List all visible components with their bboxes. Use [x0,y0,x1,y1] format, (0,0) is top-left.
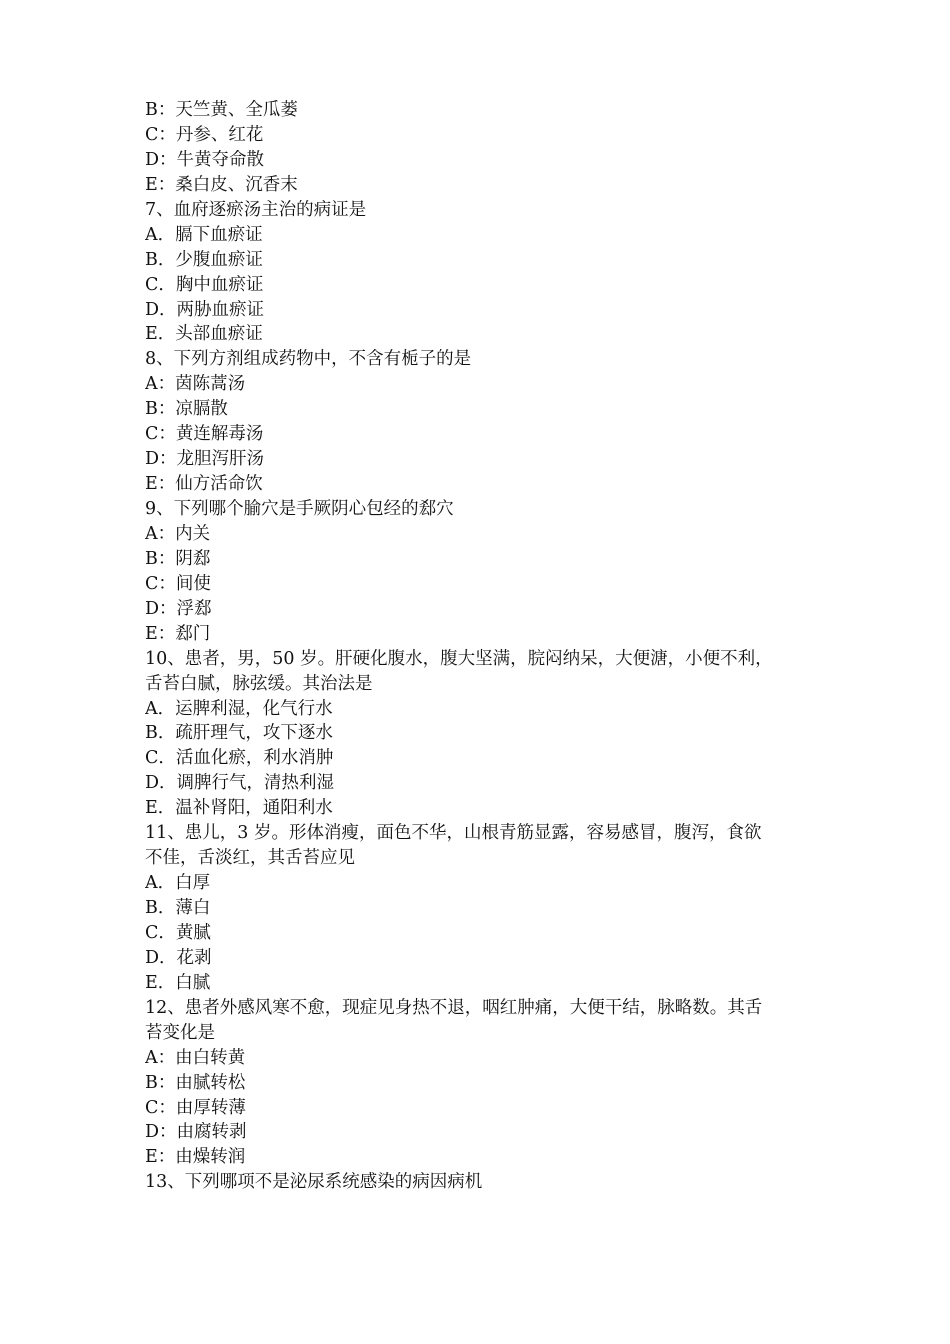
text-line: E：仙方活命饮 [145,474,263,495]
text-line: B．疏肝理气，攻下逐水 [145,723,333,744]
text-line: C．活血化瘀，利水消肿 [145,748,334,769]
text-line: D：龙胆泻肝汤 [145,449,265,470]
text-line: B：阴郄 [145,548,211,569]
question-line: 不佳，舌淡红，其舌苔应见 [145,848,355,869]
text-line: B：天竺黄、全瓜蒌 [145,100,298,120]
question-line: 9、下列哪个腧穴是手厥阴心包经的郄穴 [145,499,454,519]
text-line: B．少腹血瘀证 [145,249,263,270]
text-line: E．温补肾阳，通阳利水 [145,798,333,819]
text-line: A：由白转黄 [145,1047,246,1068]
text-line: A．白厚 [145,873,211,894]
question-line: 7、血府逐瘀汤主治的病证是 [145,199,367,220]
text-line: C：丹参、红花 [145,124,264,145]
text-line: B：由腻转松 [145,1072,246,1093]
text-line: A．膈下血瘀证 [145,224,263,245]
text-line: A．运脾利湿，化气行水 [145,698,333,719]
document-body [145,98,825,1195]
question-line: 10、患者，男，50 岁。肝硬化腹水，腹大坚满，脘闷纳呆，大便溏，小便不利， [145,648,773,669]
text-line: E：桑白皮、沉香末 [145,174,298,195]
text-line: B：凉膈散 [145,399,228,420]
question-line: 11、患儿，3 岁。形体消瘦，面色不华，山根青筋显露，容易感冒，腹泻，食欲 [145,823,762,844]
text-line: B．薄白 [145,898,211,918]
text-line: D．花剥 [145,947,212,968]
text-line: A：茵陈蒿汤 [145,374,246,395]
text-line: D：由腐转剥 [145,1122,247,1143]
text-line: E：由燥转润 [145,1147,246,1168]
question-line: 舌苔白腻，脉弦缓。其治法是 [145,673,373,694]
text-line: D．两胁血瘀证 [145,299,265,320]
question-line: 13、下列哪项不是泌尿系统感染的病因病机 [145,1172,483,1193]
question-line: 8、下列方剂组成药物中，不含有栀子的是 [145,349,472,370]
text-line: D．调脾行气，清热利湿 [145,773,335,794]
text-line: C．黄腻 [145,922,211,943]
text-line: E．白腻 [145,972,211,993]
text-line: C：由厚转薄 [145,1097,246,1118]
text-line: A：内关 [145,523,211,544]
text-line: C．胸中血瘀证 [145,274,264,295]
text-line: D：浮郄 [145,598,212,619]
text-line: E．头部血瘀证 [145,324,263,345]
question-line: 苔变化是 [145,1022,215,1043]
question-line: 12、患者外感风寒不愈，现症见身热不退，咽红肿痛，大便干结，脉略数。其舌 [145,997,763,1018]
text-line: D：牛黄夺命散 [145,149,265,170]
text-line: E：郄门 [145,623,211,644]
text-line: C：黄连解毒汤 [145,424,264,445]
text-line: C：间使 [145,573,211,594]
